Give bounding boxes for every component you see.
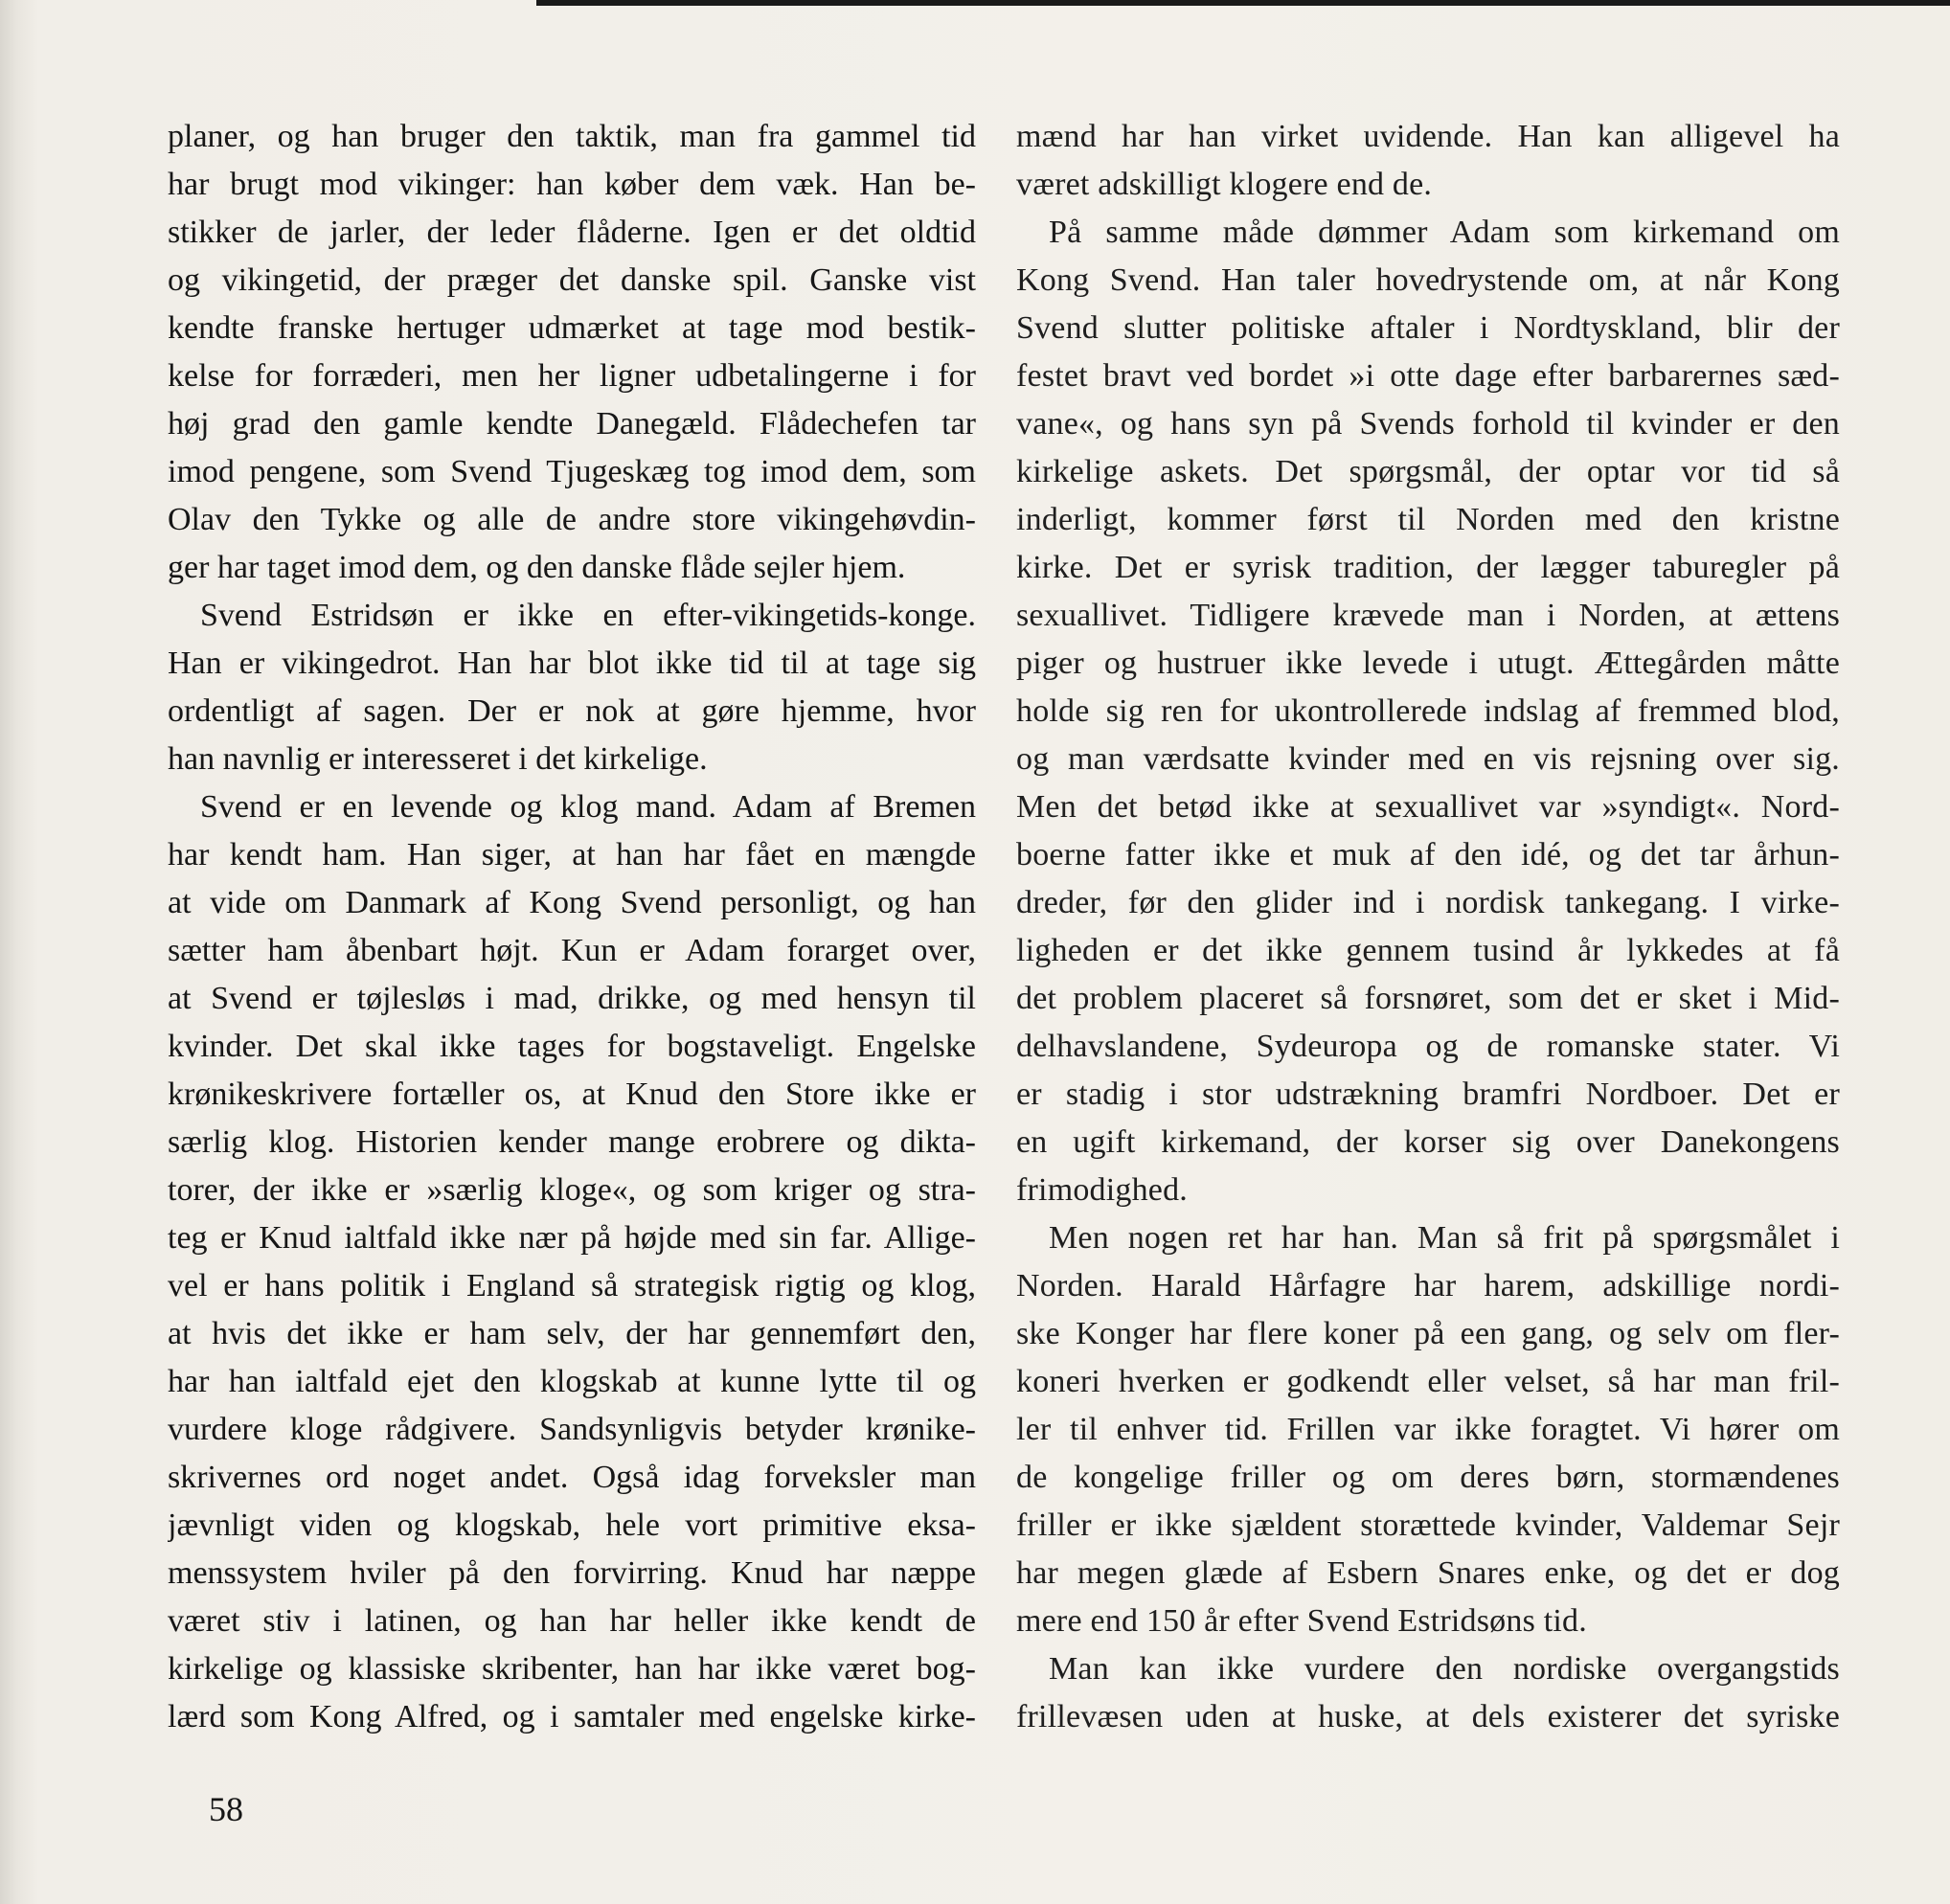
text-line: Olav den Tykke og alle de andre store vikingehøvdin- <box>168 502 976 537</box>
text-line: sexuallivet. Tidligere krævede man i Norden, at ættens <box>1016 598 1840 633</box>
text-line: stikker de jarler, der leder flåderne. Igen er det oldtid <box>168 215 976 250</box>
text-line: jævnligt viden og klogskab, hele vort primitive eksa- <box>168 1507 976 1543</box>
text-line: og man værdsatte kvinder med en vis rejsning over sig. <box>1016 741 1840 777</box>
text-line: har han ialtfald ejet den klogskab at kunne lytte til og <box>168 1364 976 1399</box>
text-line: ordentligt af sagen. Der er nok at gøre hjemme, hvor <box>168 693 976 729</box>
page-top-edge <box>536 0 1950 6</box>
text-line: kirkelige og klassiske skribenter, han har ikke været bog- <box>168 1651 976 1687</box>
text-line: holde sig ren for ukontrollerede indslag af fremmed blod, <box>1016 693 1840 729</box>
text-line: Svend er en levende og klog mand. Adam af Bremen <box>200 789 976 825</box>
text-line: vurdere kloge rådgivere. Sandsynligvis betyder krønike- <box>168 1412 976 1447</box>
text-line: kelse for forræderi, men her ligner udbetalingerne i for <box>168 358 976 394</box>
page-number: 58 <box>209 1790 243 1828</box>
text-line: særlig klog. Historien kender mange erobrere og dikta- <box>168 1124 976 1160</box>
text-line: været adskilligt klogere end de. <box>1016 167 1433 202</box>
text-line: Kong Svend. Han taler hovedrystende om, at når Kong <box>1016 262 1840 298</box>
text-line: at hvis det ikke er ham selv, der har gennemført den, <box>168 1316 976 1351</box>
text-line: menssystem hviler på den forvirring. Knud har næppe <box>168 1555 976 1591</box>
text-line: frillevæsen uden at huske, at dels existerer det syriske <box>1016 1699 1840 1734</box>
text-line: at vide om Danmark af Kong Svend personligt, og han <box>168 885 976 920</box>
text-line: boerne fatter ikke et muk af den idé, og det tar århun- <box>1016 837 1840 873</box>
text-line: mere end 150 år efter Svend Estridsøns tid. <box>1016 1603 1587 1639</box>
text-line: de kongelige friller og om deres børn, stormændenes <box>1016 1460 1840 1495</box>
text-line: teg er Knud ialtfald ikke nær på højde med sin far. Allige- <box>168 1220 976 1256</box>
text-line: Svend Estridsøn er ikke en efter-vikingetids-konge. <box>200 598 976 633</box>
text-line: kvinder. Det skal ikke tages for bogstaveligt. Engelske <box>168 1029 976 1064</box>
text-line: Norden. Harald Hårfagre har harem, adskillige nordi- <box>1016 1268 1840 1303</box>
text-line: har brugt mod vikinger: han køber dem væk. Han be- <box>168 167 976 202</box>
text-line: dreder, før den glider ind i nordisk tankegang. I virke- <box>1016 885 1840 920</box>
text-line: har kendt ham. Han siger, at han har fået en mængde <box>168 837 976 873</box>
text-line: og vikingetid, der præger det danske spil. Ganske vist <box>168 262 976 298</box>
text-line: imod pengene, som Svend Tjugeskæg tog imod dem, som <box>168 454 976 489</box>
text-line: vane«, og hans syn på Svends forhold til kvinder er den <box>1016 406 1840 442</box>
text-line: planer, og han bruger den taktik, man fra gammel tid <box>168 119 976 154</box>
text-line: lærd som Kong Alfred, og i samtaler med engelske kirke- <box>168 1699 976 1734</box>
text-line: været stiv i latinen, og han har heller ikke kendt de <box>168 1603 976 1639</box>
text-line: delhavslandene, Sydeuropa og de romanske stater. Vi <box>1016 1029 1840 1064</box>
text-line: mænd har han virket uvidende. Han kan alligevel ha <box>1016 119 1840 154</box>
text-line: har megen glæde af Esbern Snares enke, og det er dog <box>1016 1555 1840 1591</box>
left-text-column <box>168 113 976 1741</box>
text-line: kirke. Det er syrisk tradition, der lægger taburegler på <box>1016 550 1840 585</box>
text-line: høj grad den gamle kendte Danegæld. Flådechefen tar <box>168 406 976 442</box>
text-line: På samme måde dømmer Adam som kirkemand om <box>1049 215 1840 250</box>
text-line: festet bravt ved bordet »i otte dage efter barbarernes sæd- <box>1016 358 1840 394</box>
text-line: Man kan ikke vurdere den nordiske overgangstids <box>1049 1651 1840 1687</box>
text-line: krønikeskrivere fortæller os, at Knud den Store ikke er <box>168 1077 976 1112</box>
text-line: frimodighed. <box>1016 1172 1188 1208</box>
text-line: friller er ikke sjældent storættede kvinder, Valdemar Sejr <box>1016 1507 1840 1543</box>
text-line: piger og hustruer ikke levede i utugt. Ættegården måtte <box>1016 646 1840 681</box>
text-line: inderligt, kommer først til Norden med den kristne <box>1016 502 1840 537</box>
text-line: koneri hverken er godkendt eller velset, så har man fril- <box>1016 1364 1840 1399</box>
text-line: Svend slutter politiske aftaler i Nordtyskland, blir der <box>1016 310 1840 346</box>
text-line: kirkelige askets. Det spørgsmål, der optar vor tid så <box>1016 454 1840 489</box>
text-line: skrivernes ord noget andet. Også idag forveksler man <box>168 1460 976 1495</box>
text-line: han navnlig er interesseret i det kirkelige. <box>168 741 708 777</box>
text-line: torer, der ikke er »særlig kloge«, og som kriger og stra- <box>168 1172 976 1208</box>
text-line: Men nogen ret har han. Man så frit på spørgsmålet i <box>1049 1220 1840 1256</box>
text-line: at Svend er tøjlesløs i mad, drikke, og med hensyn til <box>168 981 976 1016</box>
text-line: Han er vikingedrot. Han har blot ikke tid til at tage sig <box>168 646 976 681</box>
text-line: Men det betød ikke at sexuallivet var »syndigt«. Nord- <box>1016 789 1840 825</box>
text-line: det problem placeret så forsnøret, som det er sket i Mid- <box>1016 981 1840 1016</box>
text-line: ske Konger har flere koner på een gang, og selv om fler- <box>1016 1316 1840 1351</box>
text-line: en ugift kirkemand, der korser sig over Danekongens <box>1016 1124 1840 1160</box>
right-text-column <box>1016 113 1840 1741</box>
text-line: ler til enhver tid. Frillen var ikke foragtet. Vi hører om <box>1016 1412 1840 1447</box>
text-line: sætter ham åbenbart højt. Kun er Adam forarget over, <box>168 933 976 968</box>
text-line: ligheden er det ikke gennem tusind år lykkedes at få <box>1016 933 1840 968</box>
text-line: ger har taget imod dem, og den danske flåde sejler hjem. <box>168 550 906 585</box>
text-line: kendte franske hertuger udmærket at tage mod bestik- <box>168 310 976 346</box>
text-line: er stadig i stor udstrækning bramfri Nordboer. Det er <box>1016 1077 1840 1112</box>
text-line: vel er hans politik i England så strategisk rigtig og klog, <box>168 1268 976 1303</box>
